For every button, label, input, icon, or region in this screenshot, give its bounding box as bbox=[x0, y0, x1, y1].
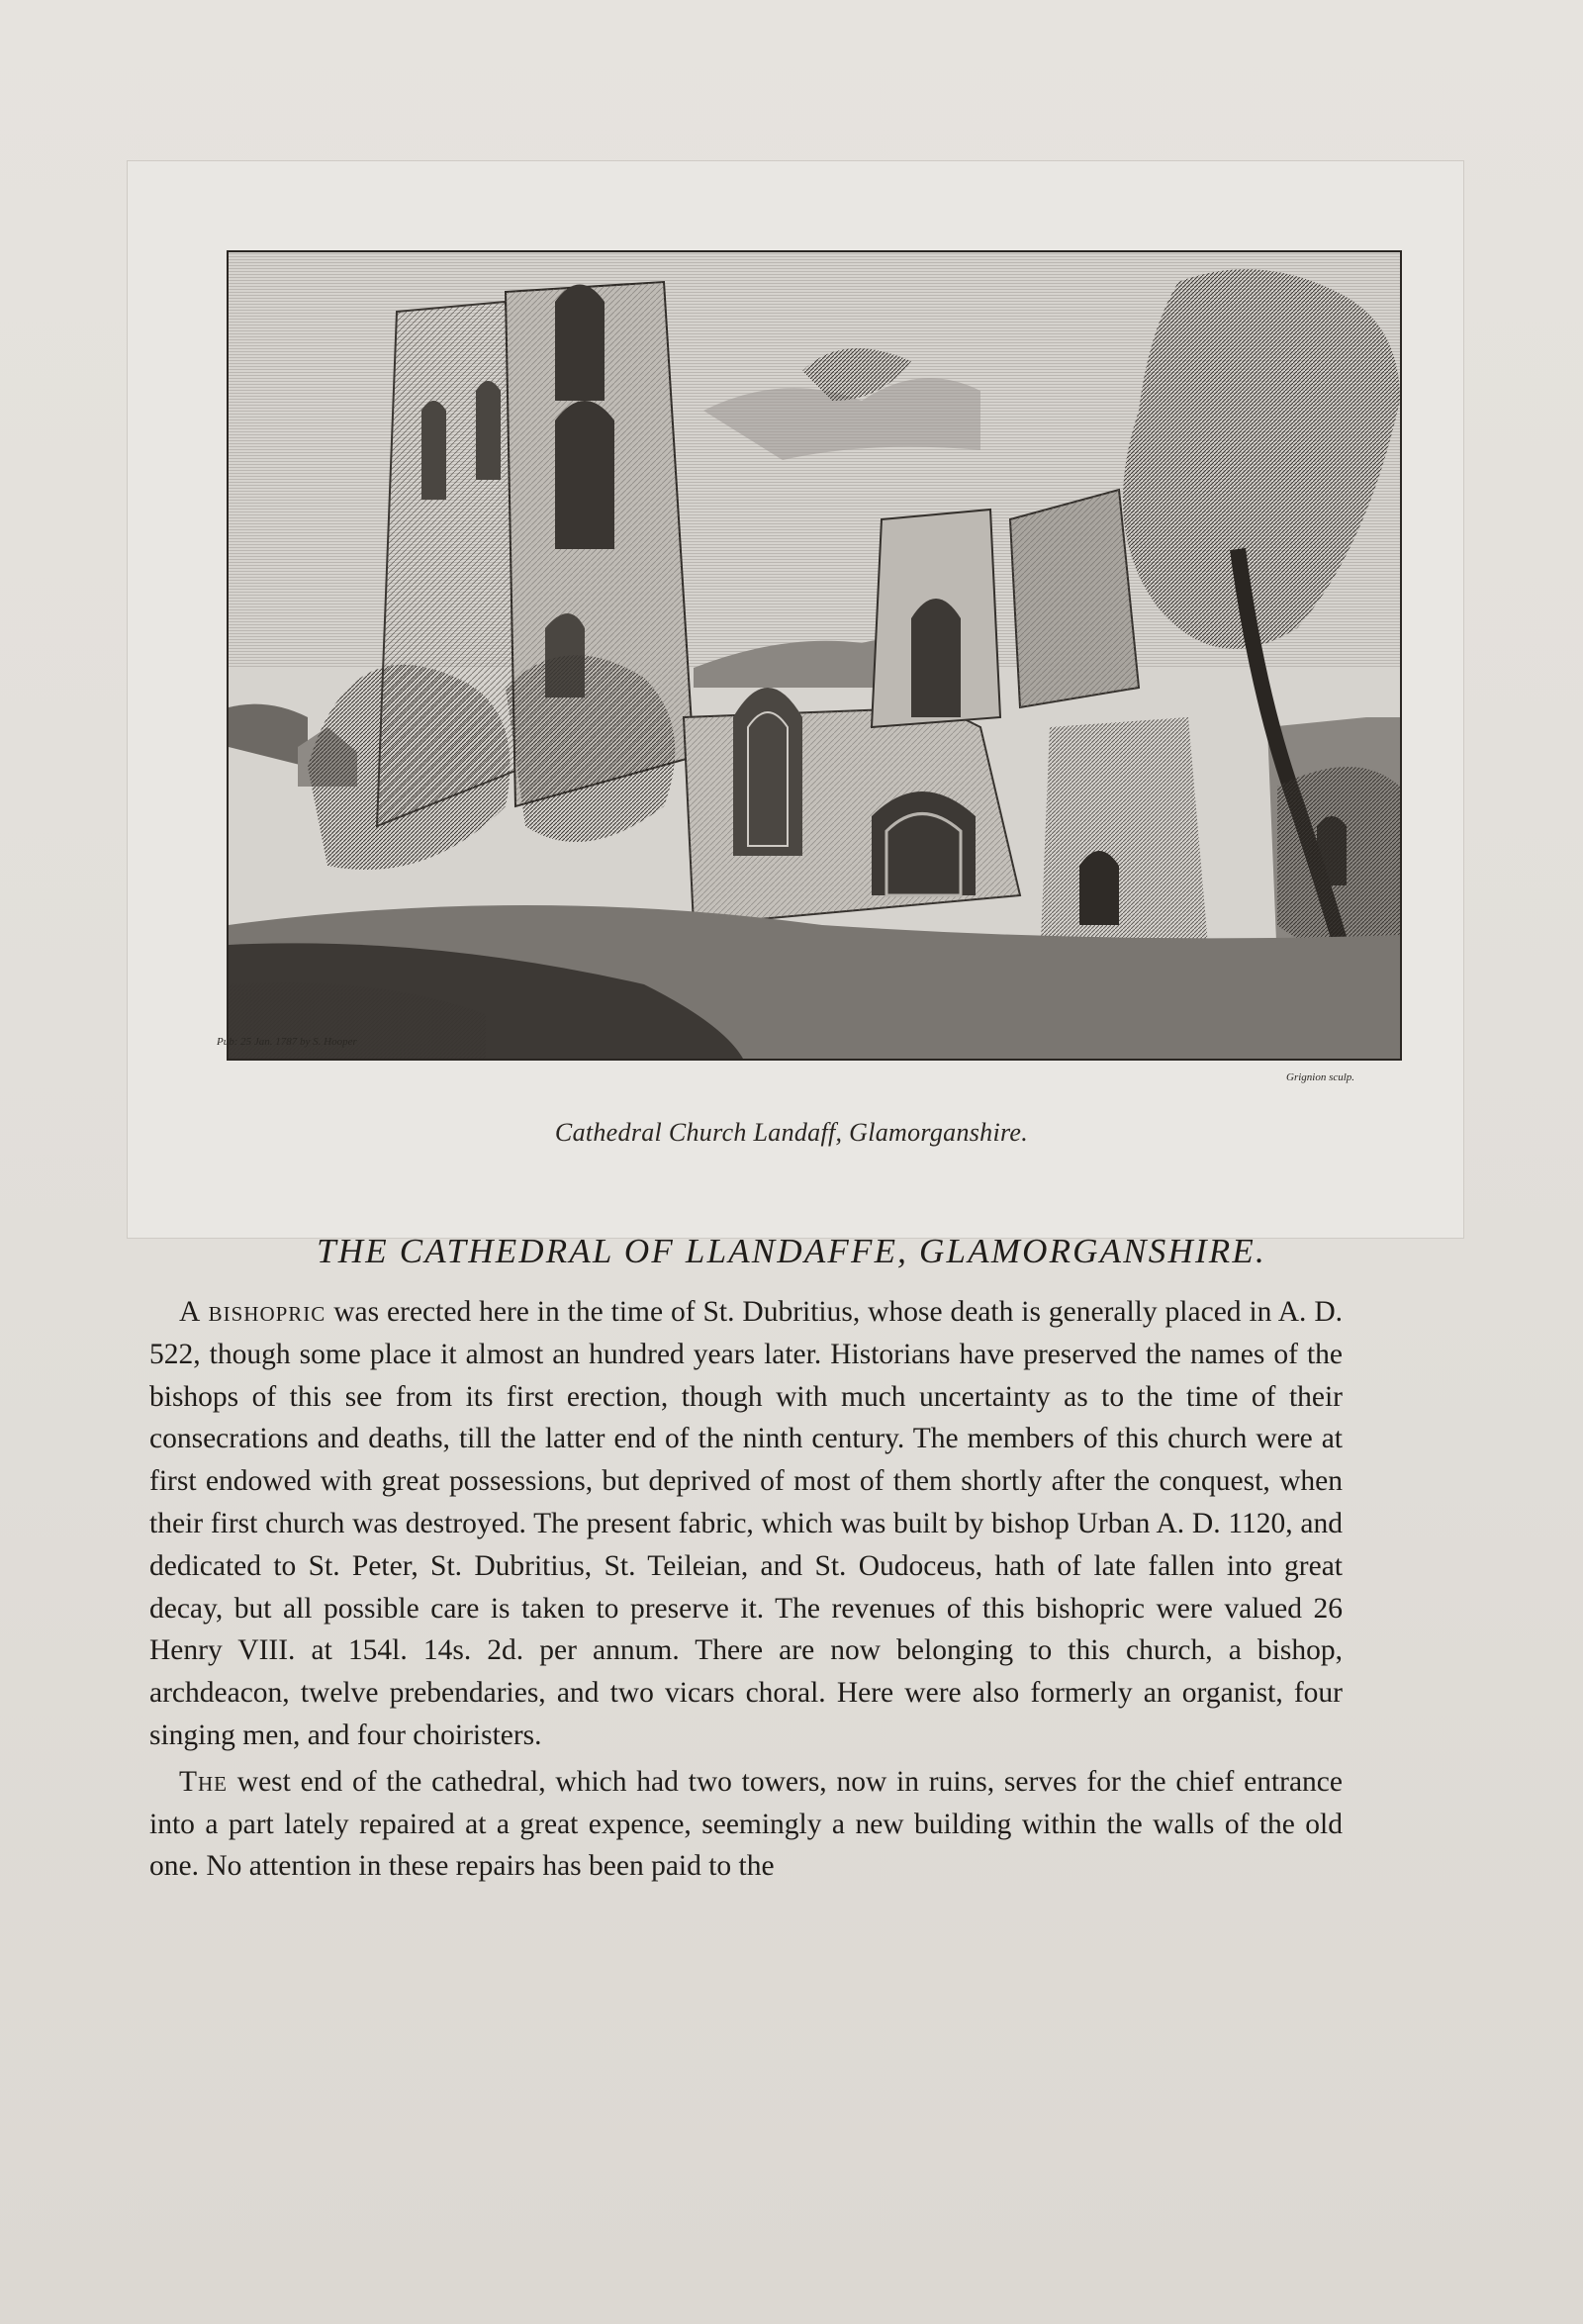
paragraph-2 bbox=[149, 1761, 1343, 1888]
paragraph-1-lead: A bishopric bbox=[179, 1296, 326, 1328]
paragraph-2-text: west end of the cathedral, which had two towers, now in ruins, serves for the chief entrance into a part lately repaired at a great expence, seemingly a new building within the walls of the old one. No attention in these repairs has been paid to the bbox=[149, 1765, 1343, 1883]
cathedral-ruins-engraving bbox=[229, 252, 1400, 1059]
paragraph-1 bbox=[149, 1291, 1343, 1757]
paragraph-1-text: was erected here in the time of St. Dubritius, whose death is generally placed in A. D. 522, though some place it almost an hundred years later. Historians have preserved the names of the bishops of this see from its first erection, though with much uncertainty as to the time of their consecrations and deaths, till the latter end of the ninth century. The members of this church were at first endowed with great possessions, but deprived of most of them shortly after the conquest, when their first church was destroyed. The present fabric, which was built by bishop Urban A. D. 1120, and dedicated to St. Peter, St. Dubritius, St. Teileian, and St. Oudoceus, hath of late fallen into great decay, but all possible care is taken to preserve it. The revenues of this bishopric were valued 26 Henry VIII. at 154l. 14s. 2d. per annum. There are now belonging to this church, a bishop, archdeacon, twelve prebendaries, and two vicars choral. Here were also formerly an organist, four singing men, and four choiristers. bbox=[149, 1296, 1343, 1751]
engraving-illustration bbox=[227, 250, 1402, 1061]
article-body bbox=[149, 1291, 1343, 1888]
publisher-imprint: Pub: 25 Jan. 1787 by S. Hooper bbox=[217, 1036, 357, 1048]
article-headline: THE CATHEDRAL OF LLANDAFFE, GLAMORGANSHIRE. bbox=[317, 1232, 1266, 1270]
plate-caption: Cathedral Church Landaff, Glamorganshire. bbox=[554, 1118, 1029, 1147]
engraver-credit: Grignion sculp. bbox=[1286, 1071, 1355, 1083]
paragraph-2-lead: The bbox=[179, 1765, 229, 1798]
